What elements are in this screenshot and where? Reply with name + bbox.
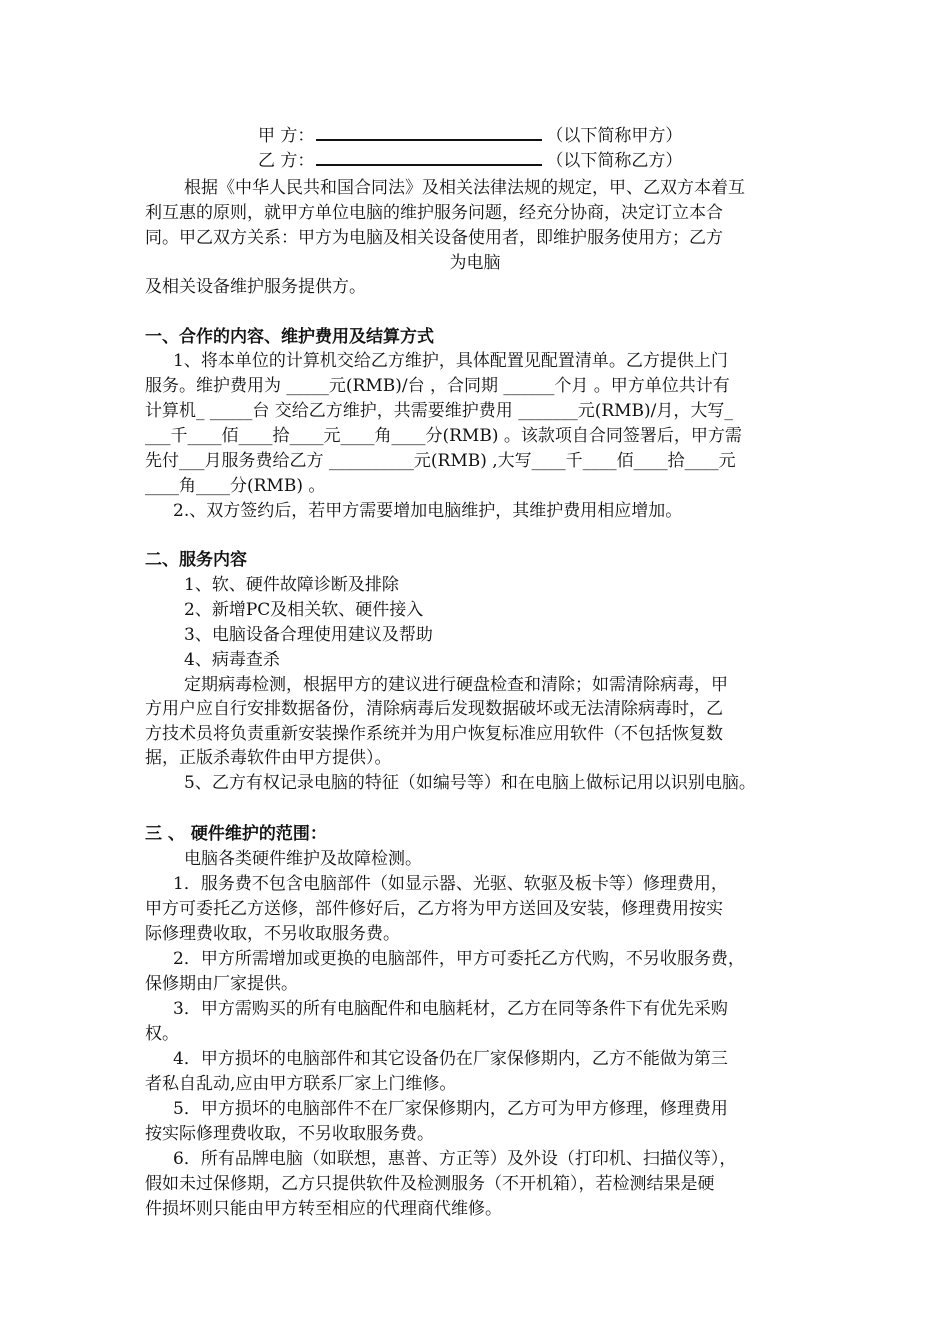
hardware-line: 2．甲方所需增加或更换的电脑部件，甲方可委托乙方代购，不另收服务费，	[173, 949, 745, 969]
service-item: 3、电脑设备合理使用建议及帮助	[184, 625, 433, 645]
section-1-line: 2.、双方签约后，若甲方需要增加电脑维护，其维护费用相应增加。	[173, 501, 683, 521]
hardware-line: 甲方可委托乙方送修，部件修好后，乙方将为甲方送回及安装，修理费用按实	[145, 899, 723, 919]
party-b-note: （以下简称乙方）	[546, 151, 683, 171]
hardware-line: 3．甲方需购买的所有电脑配件和电脑耗材，乙方在同等条件下有优先采购	[173, 999, 728, 1019]
section-1-title: 一、合作的内容、维护费用及结算方式	[145, 327, 434, 347]
section-1-line: 1、将本单位的计算机交给乙方维护，具体配置见配置清单。乙方提供上门	[173, 351, 728, 371]
party-b-blank	[316, 148, 542, 166]
hardware-line: 6．所有品牌电脑（如联想，惠普、方正等）及外设（打印机、扫描仪等），	[173, 1149, 737, 1169]
virus-line: 方技术员将负责重新安装操作系统并为用户恢复标准应用软件（不包括恢复数	[145, 724, 723, 744]
service-item-5: 5、乙方有权记录电脑的特征（如编号等）和在电脑上做标记用以识别电脑。	[184, 773, 756, 793]
party-a-line	[258, 123, 682, 149]
party-b-label: 乙 方：	[258, 151, 315, 171]
service-item: 2、新增PC及相关软、硬件接入	[184, 600, 424, 620]
hardware-line: 保修期由厂家提供。	[145, 974, 298, 994]
hardware-line: 者私自乱动,应由甲方联系厂家上门维修。	[145, 1074, 457, 1094]
section-3-title: 三 、 硬件维护的范围：	[145, 824, 327, 844]
service-item: 4、病毒查杀	[184, 650, 280, 670]
preamble-line: 根据《中华人民共和国合同法》及相关法律法规的规定，甲、乙双方本着互	[184, 178, 745, 198]
party-a-blank	[316, 123, 542, 141]
hardware-line: 5．甲方损坏的电脑部件不在厂家保修期内，乙方可为甲方修理，修理费用	[173, 1099, 728, 1119]
preamble-line: 同。甲乙双方关系：甲方为电脑及相关设备使用者，即维护服务使用方；乙方	[145, 228, 723, 248]
virus-line: 据，正版杀毒软件由甲方提供）。	[145, 748, 392, 768]
party-a-label: 甲 方：	[258, 126, 315, 146]
section-1-line: 计算机_ _____台 交给乙方维护，共需要维护费用 _______元(RMB)/月，大写_	[145, 401, 733, 421]
hardware-line: 权。	[145, 1024, 179, 1044]
hardware-line: 件损坏则只能由甲方转至相应的代理商代维修。	[145, 1199, 502, 1219]
preamble-line: 及相关设备维护服务提供方。	[145, 277, 366, 297]
section-1-line: ____角____分(RMB) 。	[145, 476, 326, 496]
service-item: 1、软、硬件故障诊断及排除	[184, 575, 399, 595]
virus-line: 方用户应自行安排数据备份，清除病毒后发现数据破坏或无法清除病毒时，乙	[145, 699, 723, 719]
party-a-note: （以下简称甲方）	[546, 126, 683, 146]
hardware-line: 1．服务费不包含电脑部件（如显示器、光驱、软驱及板卡等）修理费用，	[173, 874, 728, 894]
section-1-line: ___千____佰____拾____元____角____分(RMB) 。该款项自合同签署后，甲方需	[145, 426, 742, 446]
hardware-line: 4．甲方损坏的电脑部件和其它设备仍在厂家保修期内，乙方不能做为第三	[173, 1049, 728, 1069]
hardware-line: 假如未过保修期，乙方只提供软件及检测服务（不开机箱），若检测结果是硬	[145, 1174, 715, 1194]
section-1-line: 先付___月服务费给乙方 __________元(RMB) ,大写____千____佰____拾____元	[145, 451, 736, 471]
section-2-title: 二、服务内容	[145, 550, 247, 570]
hardware-line: 按实际修理费收取，不另收取服务费。	[145, 1124, 434, 1144]
preamble-line: 为电脑	[449, 253, 501, 273]
party-b-line	[258, 148, 682, 174]
section-3-intro: 电脑各类硬件维护及故障检测。	[184, 849, 422, 869]
virus-line: 定期病毒检测，根据甲方的建议进行硬盘检查和清除；如需清除病毒，甲	[184, 675, 728, 695]
hardware-line: 际修理费收取，不另收取服务费。	[145, 924, 400, 944]
section-1-line: 服务。维护费用为 _____元(RMB)/台 ，合同期 ______个月 。甲方单位共计有	[145, 376, 730, 396]
preamble-line: 利互惠的原则，就甲方单位电脑的维护服务问题，经充分协商，决定订立本合	[145, 203, 723, 223]
